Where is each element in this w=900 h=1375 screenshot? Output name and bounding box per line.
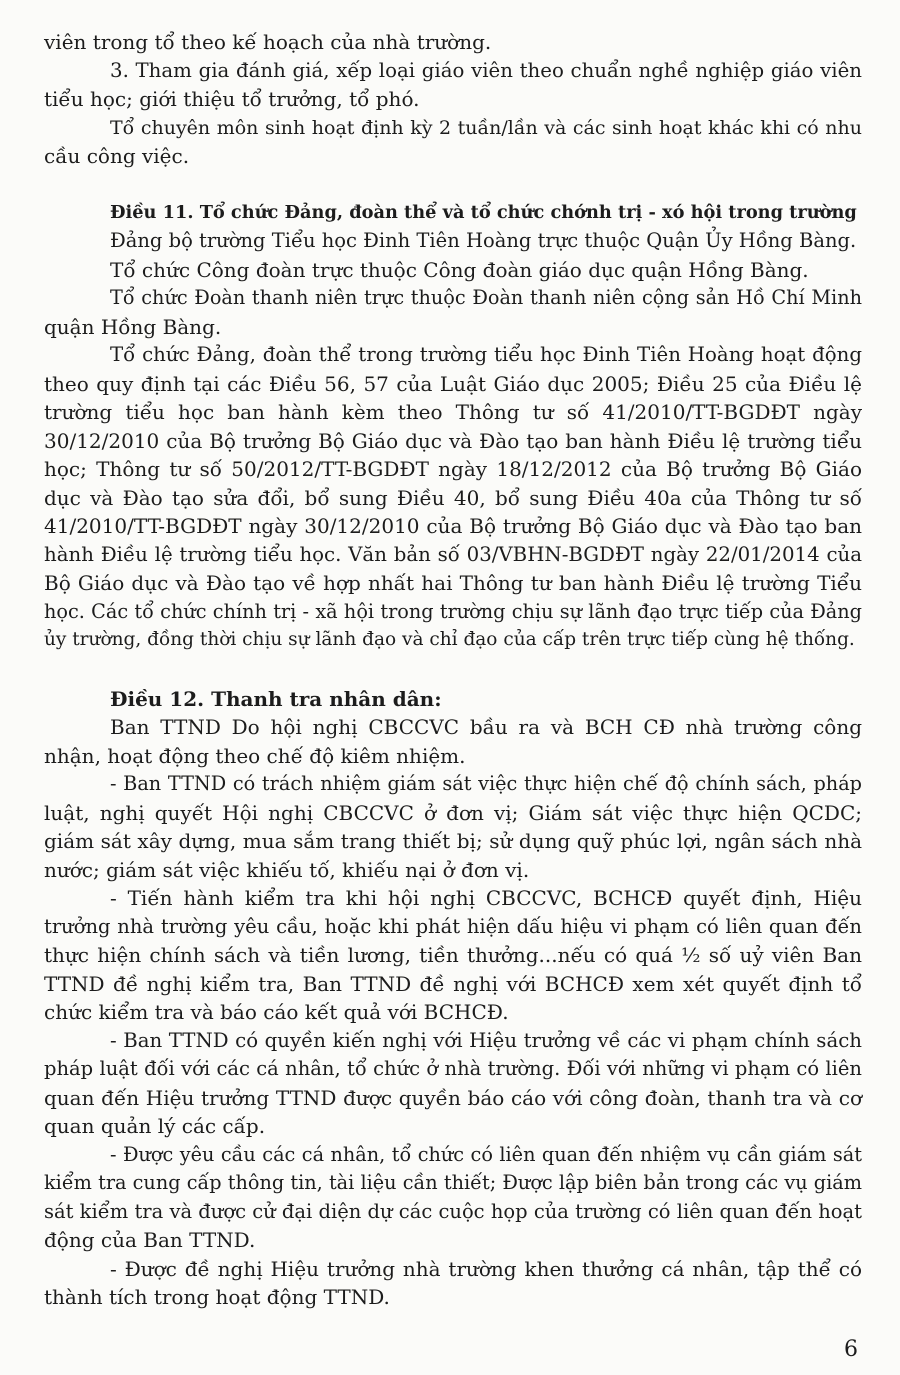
text-line: trường tiểu học ban hành kèm theo Thông tư số 41/2010/TT-BGDĐT ngày (44, 400, 862, 424)
section-gap (44, 171, 862, 199)
section-gap (44, 655, 862, 685)
text-line: 3. Tham gia đánh giá, xếp loại giáo viên theo chuẩn nghề nghiệp giáo viên (110, 58, 862, 82)
text-line: Bộ Giáo dục và Đào tạo về hợp nhất hai Thông tư ban hành Điều lệ trường Tiểu (44, 571, 862, 595)
text-line: theo quy định tại các Điều 56, 57 của Luật Giáo dục 2005; Điều 25 của Điều lệ (44, 371, 862, 396)
page-number: 6 (844, 1337, 858, 1362)
text-line: TTND đề nghị kiểm tra, Ban TTND đề nghị với BCHCĐ xem xét quyết định tổ (44, 971, 862, 996)
document-body (44, 28, 862, 1312)
text-line: 30/12/2010 của Bộ trưởng Bộ Giáo dục và Đào tạo ban hành Điều lệ trường tiểu (44, 428, 862, 453)
text-line: thực hiện chính sách và tiền lương, tiền thưởng...nếu có quá ½ số uỷ viên Ban (44, 943, 862, 967)
text-line: - Tiến hành kiểm tra khi hội nghị CBCCVC, BCHCĐ quyết định, Hiệu (110, 886, 862, 910)
text-line: quan quản lý các cấp. (44, 1114, 266, 1138)
text-line: giám sát xây dựng, mua sắm trang thiết bị; sử dụng quỹ phúc lợi, ngân sách nhà (44, 829, 862, 853)
text-line: nước; giám sát việc khiếu tố, khiếu nại ở đơn vị. (44, 857, 530, 882)
text-line: kiểm tra cung cấp thông tin, tài liệu cần thiết; Được lập biên bản trong các vụ giám (44, 1171, 862, 1194)
text-line: pháp luật đối với các cá nhân, tổ chức ở nhà trường. Đối với những vi phạm có liên (44, 1057, 862, 1080)
text-line: học; Thông tư số 50/2012/TT-BGDĐT ngày 18/12/2012 của Bộ trưởng Bộ Giáo (44, 457, 862, 481)
text-line: Tổ chuyên môn sinh hoạt định kỳ 2 tuần/lần và các sinh hoạt khác khi có nhu (110, 116, 862, 139)
text-line: Tổ chức Công đoàn trực thuộc Công đoàn giáo dục quận Hồng Bàng. (110, 257, 809, 282)
text-line: sát kiểm tra và được cử đại diện dự các cuộc họp của trường có liên quan đến hoạt (44, 1199, 862, 1223)
article-11-heading: Điều 11. Tổ chức Đảng, đoàn thể và tổ chức chớnh trị - xó hội trong trường (110, 201, 857, 223)
text-line: - Được đề nghị Hiệu trưởng nhà trường khen thưởng cá nhân, tập thể có (110, 1256, 862, 1281)
text-line: động của Ban TTND. (44, 1228, 256, 1252)
text-line: viên trong tổ theo kế hoạch của nhà trường. (44, 30, 492, 54)
text-line: luật, nghị quyết Hội nghị CBCCVC ở đơn vị; Giám sát việc thực hiện QCDC; (44, 800, 862, 825)
text-line: trưởng nhà trường yêu cầu, hoặc khi phát hiện dấu hiệu vi phạm có liên quan đến (44, 914, 862, 938)
text-line: Đảng bộ trường Tiểu học Đinh Tiên Hoàng trực thuộc Quận Ủy Hồng Bàng. (110, 229, 857, 252)
text-line: ủy trường, đồng thời chịu sự lãnh đạo và chỉ đạo của cấp trên trực tiếp cùng hệ thống. (44, 629, 855, 650)
text-line: cầu công việc. (44, 144, 190, 168)
text-line: Tổ chức Đoàn thanh niên trực thuộc Đoàn thanh niên cộng sản Hồ Chí Minh (110, 286, 862, 309)
text-line: tiểu học; giới thiệu tổ trưởng, tổ phó. (44, 87, 420, 111)
text-line: chức kiểm tra và báo cáo kết quả với BCHCĐ. (44, 1000, 509, 1024)
text-line: thành tích trong hoạt động TTND. (44, 1285, 390, 1309)
text-line: 41/2010/TT-BGDĐT ngày 30/12/2010 của Bộ trưởng Bộ Giáo dục và Đào tạo ban (44, 514, 862, 538)
text-line: quận Hồng Bàng. (44, 314, 222, 339)
text-line: dục và Đào tạo sửa đổi, bổ sung Điều 40, bổ sung Điều 40a của Thông tư số (44, 485, 862, 510)
text-line: - Được yêu cầu các cá nhân, tổ chức có liên quan đến nhiệm vụ cần giám sát (110, 1142, 862, 1166)
text-line: học. Các tổ chức chính trị - xã hội trong trường chịu sự lãnh đạo trực tiếp của Đảng (44, 599, 862, 623)
text-line: Ban TTND Do hội nghị CBCCVC bầu ra và BCH CĐ nhà trường công (110, 715, 862, 739)
text-line: - Ban TTND có quyền kiến nghị với Hiệu trưởng về các vi phạm chính sách (110, 1028, 862, 1052)
text-line: quan đến Hiệu trưởng TTND được quyền báo cáo với công đoàn, thanh tra và cơ (44, 1085, 862, 1110)
text-line: Tổ chức Đảng, đoàn thể trong trường tiểu học Đinh Tiên Hoàng hoạt động (110, 343, 862, 366)
text-line: - Ban TTND có trách nhiệm giám sát việc thực hiện chế độ chính sách, pháp (110, 772, 862, 795)
text-line: hành Điều lệ trường tiểu học. Văn bản số 03/VBHN-BGDĐT ngày 22/01/2014 của (44, 542, 862, 566)
article-12-heading: Điều 12. Thanh tra nhân dân: (110, 686, 442, 711)
text-line: nhận, hoạt động theo chế độ kiêm nhiệm. (44, 743, 466, 768)
